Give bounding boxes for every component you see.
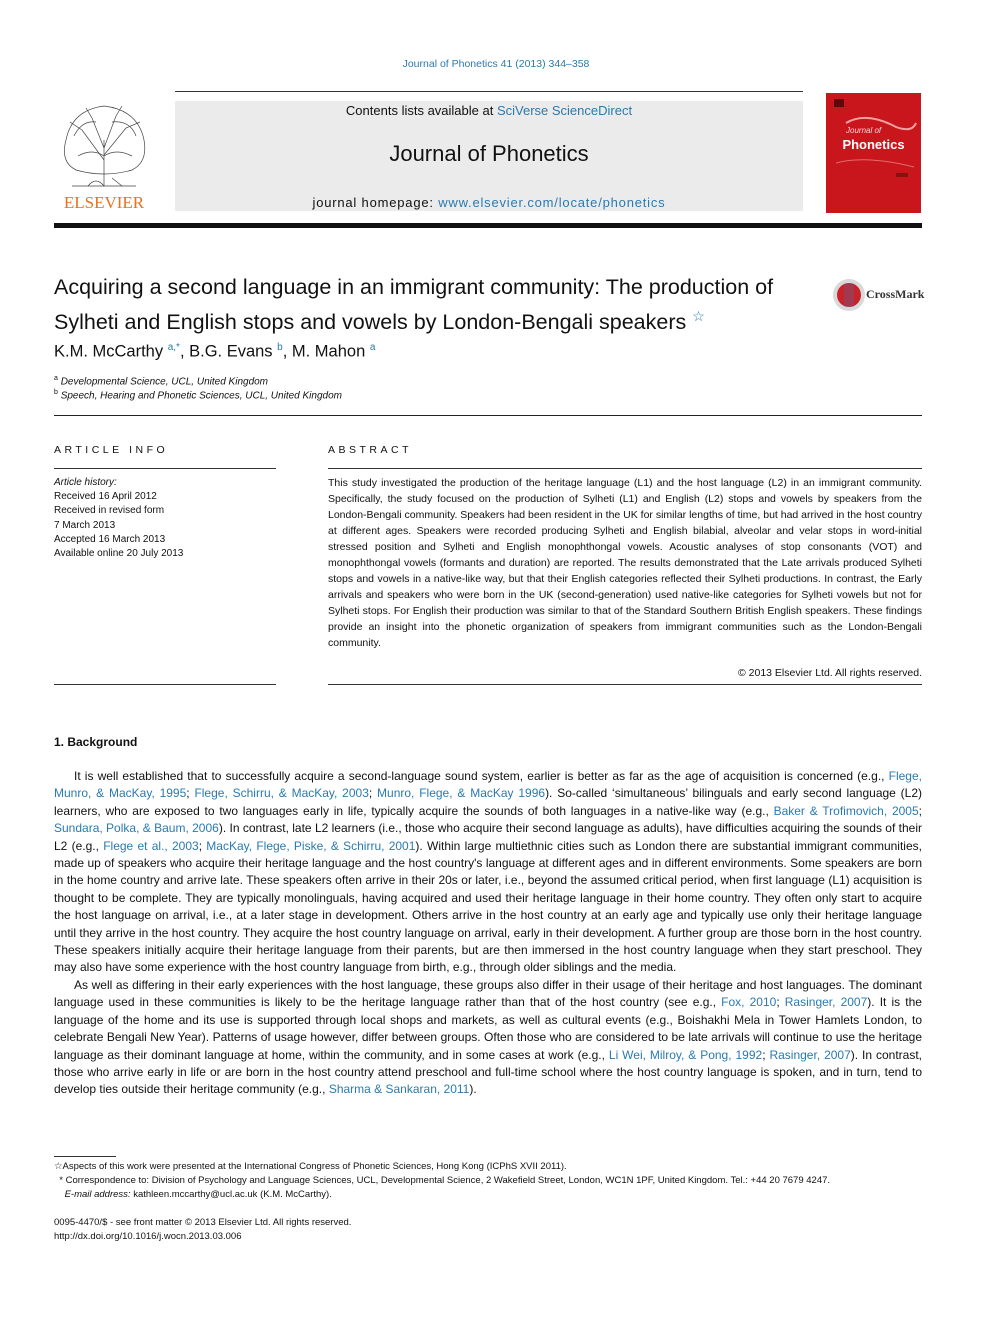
footnote-rule [54,1156,116,1157]
author-name[interactable]: B.G. Evans [189,342,273,361]
paragraph-text: ; [186,786,195,801]
citation-link[interactable]: Flege, Schirru, & MacKay, 2003 [194,786,369,801]
author-name[interactable]: M. Mahon [291,342,366,361]
article-history [54,476,183,561]
footnote-text: Correspondence to: Division of Psychology and Language Sciences, UCL, Developmental Science, 2 Wakefield Street, London, WC1N 1PF, United Kingdom. Tel.: +44 20 7679 4247. [65,1175,831,1186]
paragraph-text: ; [368,786,378,801]
copyright-notice: © 2013 Elsevier Ltd. All rights reserved. [738,667,922,679]
citation-link[interactable]: Flege et al., 2003 [103,838,199,853]
paragraph-text: It is well established that to successfully acquire a second-language sound system, earlier is better as far as the age of acquisition is concerned (e.g., [74,769,889,783]
footnote-mark: * [59,1175,63,1186]
info-rule [54,468,276,469]
cover-title: Phonetics [842,137,905,152]
citation-link[interactable]: Rasinger, 2007 [784,995,868,1010]
affiliation-text: Speech, Hearing and Phonetic Sciences, UCL, United Kingdom [60,390,342,402]
cover-pattern [826,93,921,213]
abstract-rule [328,468,922,469]
history-item: Received in revised form [54,505,165,517]
body-paragraph [54,977,922,1099]
section-heading: 1. Background [54,735,138,749]
sciencedirect-link[interactable]: SciVerse ScienceDirect [496,103,633,118]
homepage-line [175,195,803,210]
section-divider [54,415,922,416]
affiliation-mark: b [54,389,58,396]
email-address[interactable]: kathleen.mccarthy@ucl.ac.uk (K.M. McCarthy). [133,1189,332,1200]
history-item: Accepted 16 March 2013 [54,533,166,545]
citation-link[interactable]: Baker & Trofimovich, 2005 [773,803,919,818]
author-affiliation-mark[interactable]: a,* [167,342,180,353]
header-rule [54,223,922,228]
footnote [54,1160,922,1174]
doi-link[interactable]: http://dx.doi.org/10.1016/j.wocn.2013.03.006 [54,1231,242,1242]
paragraph-text: ). It is the language of the home and its use is supported through local shops and markets, as well as cultural events (e.g., Boishakhi Mela in Tower Hamlets London, to celebrate Bengali New Year). Patterns of usage however, differ between groups. Often those who are considered to be late arrivals will continue to use the heritage language as their dominant language at home, within the community, and in some cases at work (e.g., [54,995,922,1062]
citation-link[interactable]: Sharma & Sankaran, 2011 [328,1082,470,1097]
homepage-prefix: journal homepage: [312,195,439,210]
affiliation-text: Developmental Science, UCL, United Kingdom [60,376,269,388]
abstract-rule [328,684,922,685]
citation-link[interactable]: Fox, 2010 [721,995,777,1010]
journal-title: Journal of Phonetics [389,141,589,166]
paragraph-text: As well as differing in their early experiences with the host language, these groups also differ in their usage of their heritage and host languages. The dominant language used in these communities is likely to be the heritage language rather than that of the host country (see e.g., [54,977,922,1010]
homepage-link[interactable]: www.elsevier.com/locate/phonetics [438,195,666,210]
front-matter-notice: 0095-4470/$ - see front matter © 2013 Elsevier Ltd. All rights reserved. [54,1217,352,1228]
abstract-heading: ABSTRACT [328,444,413,456]
article-info-heading: ARTICLE INFO [54,444,169,456]
paragraph-text: ; [776,995,785,1010]
paragraph-text: ). In contrast, late L2 learners (i.e., those who acquire their second language as adults), have difficulties acquiring the sounds of their L2 (e.g., [54,821,922,853]
article-title-text: Acquiring a second language in an immigrant community: The production of Sylheti and English stops and vowels by London-Bengali speakers [54,275,774,335]
body-paragraph [54,768,922,977]
footnote-mark: ☆ [54,1161,63,1172]
cover-small-text: Journal of [846,126,882,135]
author-list: K.M. McCarthy $^{a,*}$, B.G. Evans $^b$, M. Mahon $^a$ [54,342,376,361]
elsevier-wordmark: ELSEVIER [63,193,145,212]
footnote-text: Aspects of this work were presented at the International Congress of Phonetic Sciences, Hong Kong (ICPhS XVII 2011). [62,1161,567,1172]
abstract-text: This study investigated the production of the heritage language (L1) and the host language (L2) in an immigrant community. Specifically, the study focused on the production of Sylheti (L1) and English (L2) stops and vowels by speakers from the London-Bengali community. Speakers had been resident in the UK for similar lengths of time, but had arrived in the host country at different ages. Speakers were recorded producing Sylheti and English bilabial, alveolar and velar stops in word-initial stressed position and Sylheti and English monophthongal vowels. Acoustic analyses of stop consonants (VOT) and monophthongal vowels (formants and duration) are reported. The results demonstrated that the Late arrivals produced Sylheti stops and vowels in a native-like way, but that their English categories reflected their Sylheti productions. In contrast, the Early arrivals and speakers who were born in the UK (second-generation) used native-like categories for Sylheti vowels but not for Sylheti stops. For English their production was similar to that of the Standard Southern British English speakers. These findings provide an insight into the phonetic organization of speakers from immigrant communities such as the London-Bengali community. [328,477,922,650]
citation-link[interactable]: Sundara, Polka, & Baum, 2006 [54,821,219,836]
footnote [54,1188,922,1202]
author-affiliation-mark[interactable]: b [277,342,283,353]
citation-link[interactable]: Rasinger, 2007 [769,1047,851,1062]
crossmark-label[interactable]: CrossMark [866,287,925,301]
paragraph-text: ; [198,838,207,853]
paragraph-text: ). [469,1082,477,1097]
history-item: Available online 20 July 2013 [54,548,184,560]
affiliation [54,375,268,387]
header-top-rule [175,91,803,92]
title-footnote-star[interactable]: ☆ [692,308,705,324]
paragraph-text: ). In contrast, those who arrive early in life or are born in the host country attend preschool and full-time school where the host country language is spoken, and in turn, tend to develop ties outside their heritage community (e.g., [54,1047,923,1097]
paragraph-text: ; [918,803,922,818]
affiliation-mark: a [54,375,58,382]
body-text [54,768,922,1099]
paragraph-text: ). Within large multiethnic cities such as London there are substantial immigrant communities, made up of speakers who acquire their heritage language and the host country's language at different ages and in different environments. Some speakers are born in the home country and arrive late. These speakers often arrive in their 20s or later, i.e., beyond the assumed critical period, when first language (L1) acquisition is thought to be complete. They are typically monolinguals, having acquired and used their heritage language in their home country. They often only start to acquire the host language on arrival, i.e., at a later stage in development. Others arrive in the host country at an early age and typically use only their heritage language until they arrive in the host country. They acquire the host country language on arrival, early in their development. A further group are those born in the host country. These speakers initially acquire their heritage language from their parents, but are then immersed in the host country language when they start preschool. They may also have some experience with the host country language from birth, e.g., through older siblings and the media. [54,838,922,975]
affiliation [54,389,342,401]
paragraph-text: ). So-called ‘simultaneous’ bilinguals and early second language (L2) learners, who are exposed to two languages early in life, typically acquire the sounds of both languages in a native-like way (e.g., [54,786,923,818]
citation-link[interactable]: Munro, Flege, & MacKay 1996 [377,786,546,801]
history-item: Received 16 April 2012 [54,491,157,503]
email-label: E-mail address: [64,1189,131,1200]
footnote [54,1174,922,1188]
history-item: 7 March 2013 [54,519,116,531]
elsevier-logo [52,100,156,212]
paragraph-text: ; [762,1047,770,1062]
article-title [54,273,814,337]
journal-cover-image [826,93,921,213]
author-affiliation-mark[interactable]: a [369,342,376,353]
contents-prefix: Contents lists available at [345,103,497,118]
citation-link[interactable]: MacKay, Flege, Piske, & Schirru, 2001 [206,838,416,853]
citation-link[interactable]: Flege, Munro, & MacKay, 1995 [54,769,922,801]
author-name[interactable]: K.M. McCarthy [54,342,164,361]
citation-link[interactable]: Li Wei, Milroy, & Pong, 1992 [608,1047,763,1062]
info-rule [54,684,276,685]
contents-line [175,103,803,118]
history-heading: Article history: [54,477,117,488]
journal-reference-link[interactable]: Journal of Phonetics 41 (2013) 344–358 [402,58,590,70]
